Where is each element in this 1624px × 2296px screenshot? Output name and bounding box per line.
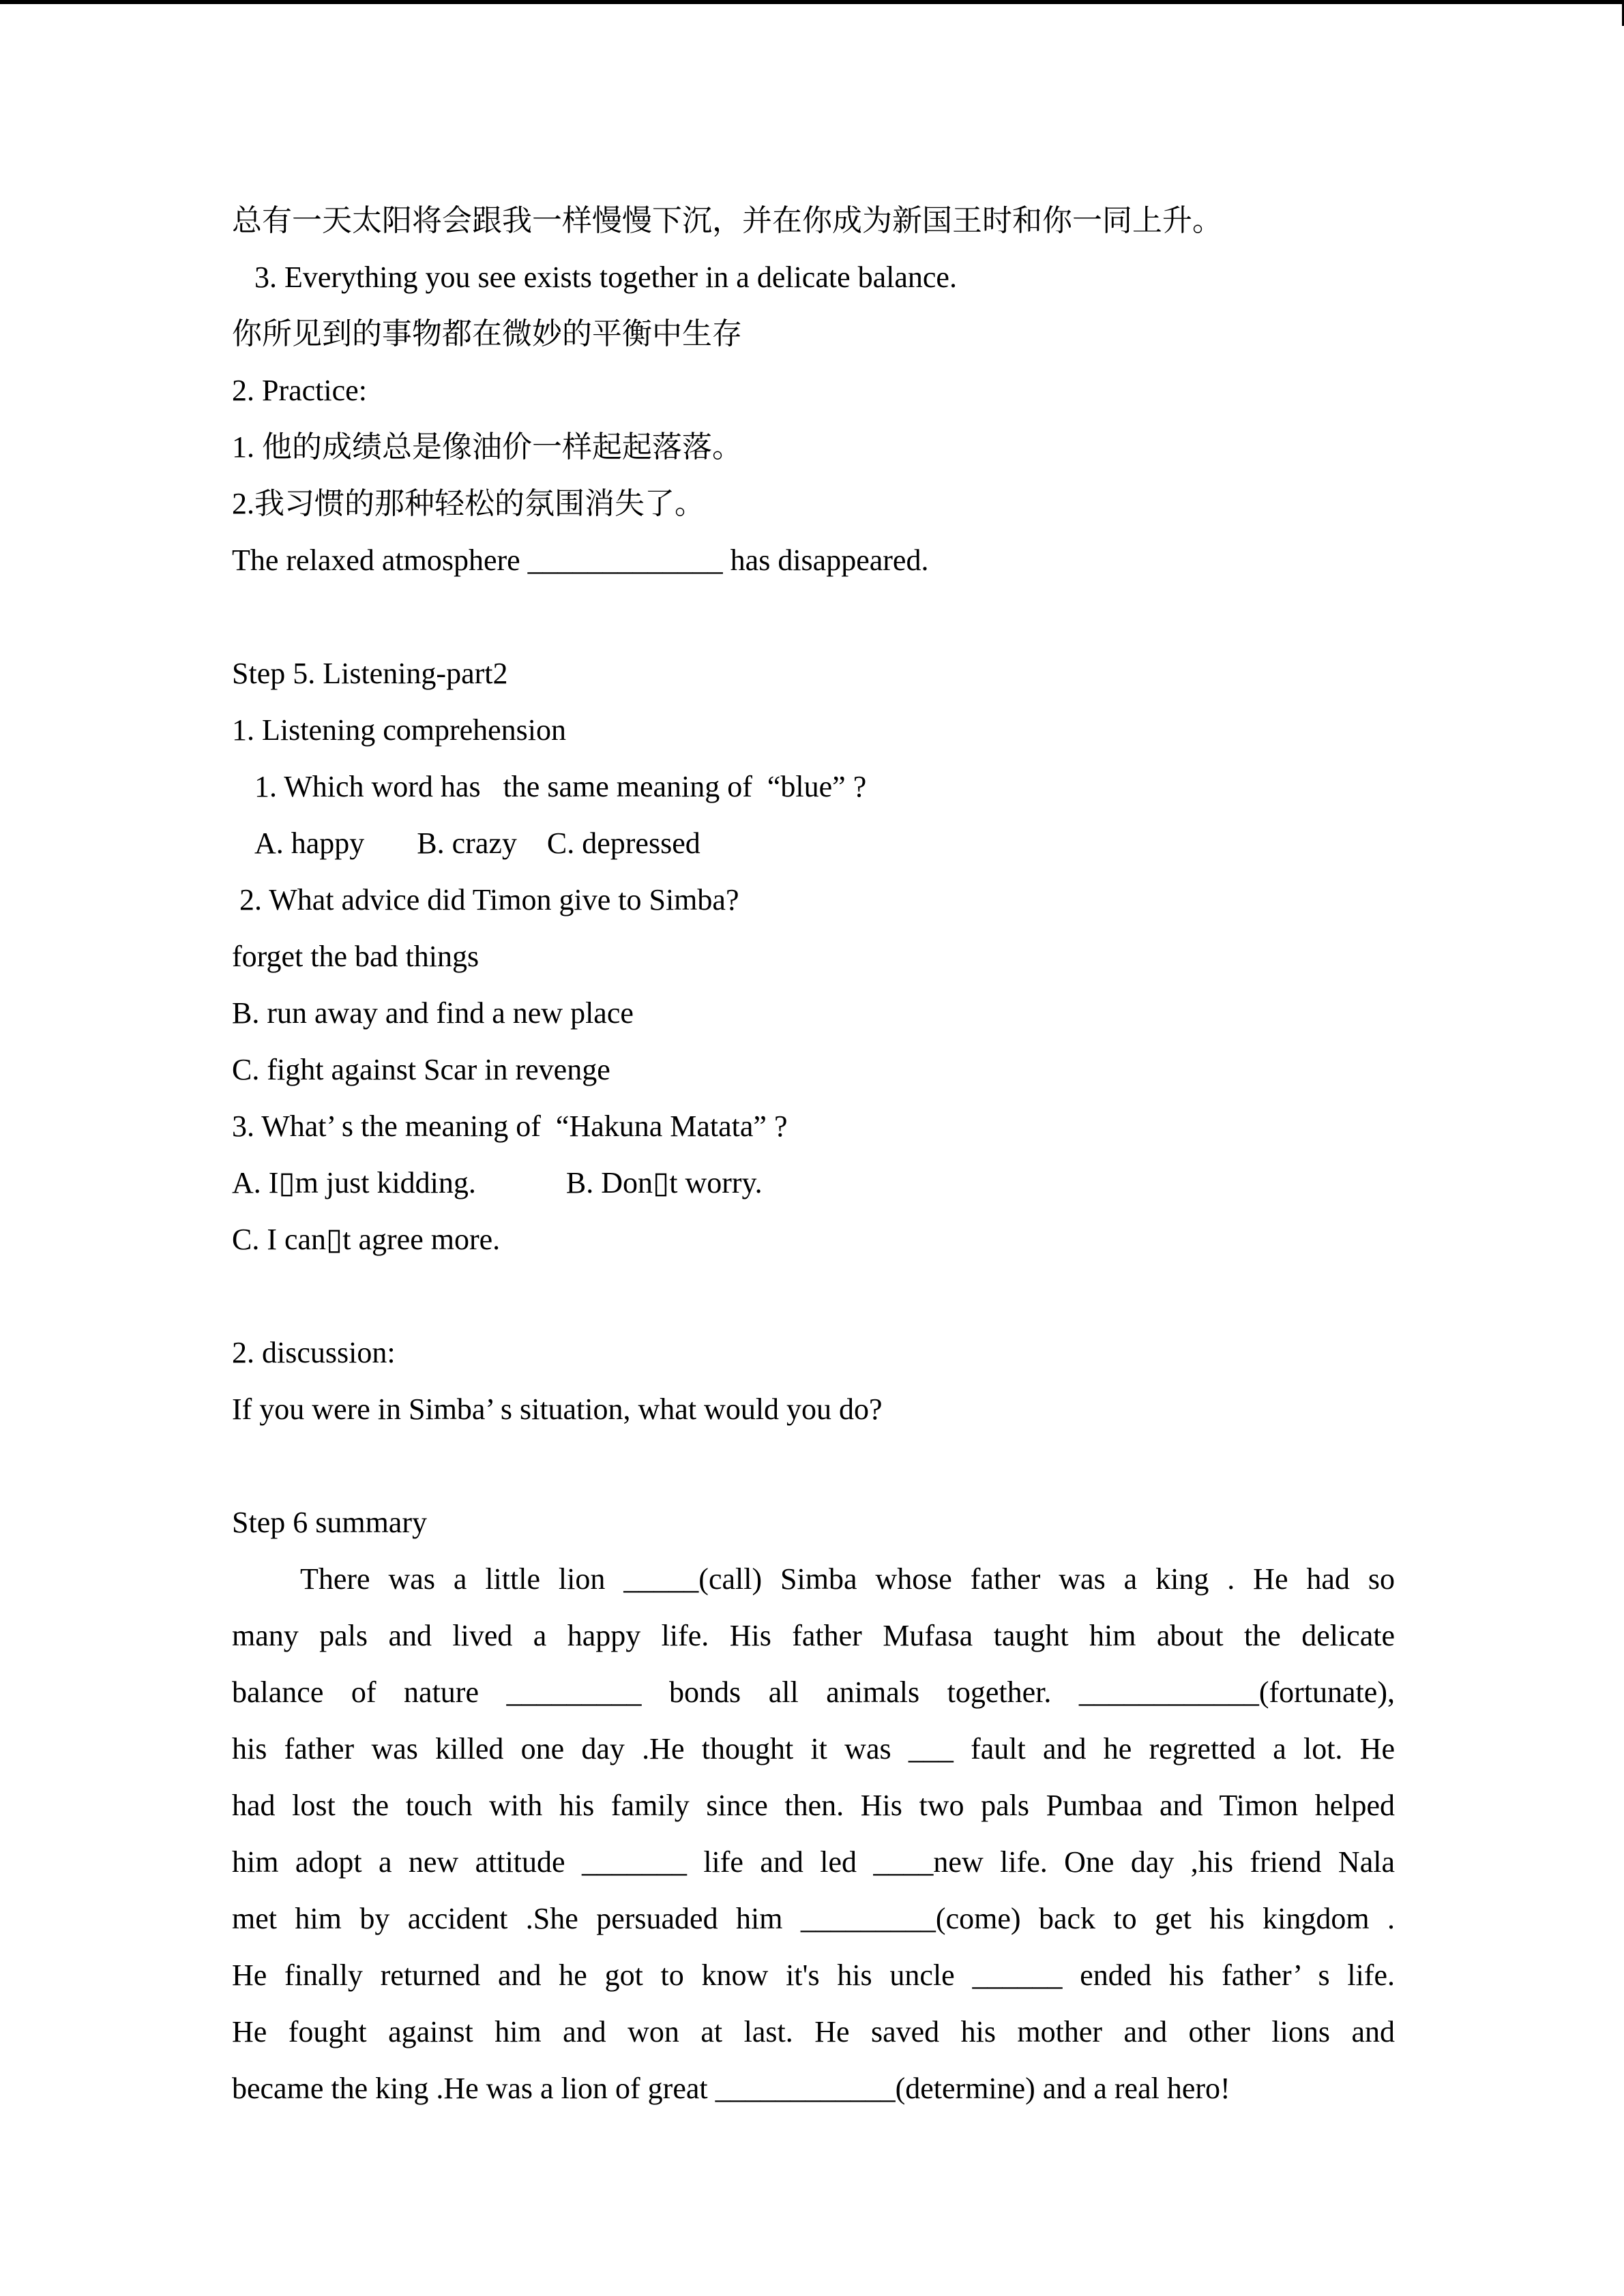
practice-item-1-cn: 1. 他的成绩总是像油价一样起起落落。: [232, 430, 742, 464]
summary-line: There was a little lion _____(call) Simba whose father was a king . He had so: [300, 1562, 1395, 1596]
practice-heading: 2. Practice:: [232, 374, 367, 407]
step5-subheading: 1. Listening comprehension: [232, 713, 567, 747]
cn-sunset-translation: 总有一天太阳将会跟我一样慢慢下沉，并在你成为新国王时和你一同上升。: [232, 204, 1222, 237]
summary-line: had lost the touch with his family since then. His two pals Pumbaa and Timon helped: [232, 1789, 1395, 1822]
practice-item-2-cn: 2.我习惯的那种轻松的氛围消失了。: [232, 487, 705, 520]
practice-item-2-en: The relaxed atmosphere _____________ has disappeared.: [232, 543, 929, 577]
summary-line: became the king .He was a lion of great ____________(determine) and a real hero!: [232, 2072, 1230, 2105]
step5-question-2-option-a: forget the bad things: [232, 940, 479, 973]
summary-line: many pals and lived a happy life. His father Mufasa taught him about the delicate: [232, 1619, 1395, 1652]
summary-line: He finally returned and he got to know it's his uncle ______ ended his father’ s life.: [232, 1958, 1395, 1992]
step5-heading: Step 5. Listening-part2: [232, 657, 508, 690]
summary-line: him adopt a new attitude _______ life and led ____new life. One day ,his friend Nala: [232, 1845, 1395, 1879]
discussion-heading: 2. discussion:: [232, 1336, 396, 1369]
step5-question-3: 3. What’ s the meaning of “Hakuna Matata” ?: [232, 1109, 788, 1143]
summary-line: his father was killed one day .He thought it was ___ fault and he regretted a lot. He: [232, 1732, 1395, 1765]
summary-line: met him by accident .She persuaded him _________(come) back to get his kingdom .: [232, 1902, 1395, 1935]
step5-question-2-option-c: C. fight against Scar in revenge: [232, 1053, 610, 1086]
summary-line: He fought against him and won at last. He saved his mother and other lions and: [232, 2015, 1395, 2048]
quote-3-english: 3. Everything you see exists together in a delicate balance.: [232, 260, 957, 294]
step5-question-2: 2. What advice did Timon give to Simba?: [232, 883, 739, 916]
step5-question-3-options-ab: A. I▯m just kidding. B. Don▯t worry.: [232, 1166, 763, 1199]
blank-line: [232, 1268, 1395, 1324]
step5-question-3-option-c: C. I can▯t agree more.: [232, 1223, 501, 1256]
blank-line: [232, 1437, 1395, 1494]
step6-heading: Step 6 summary: [232, 1506, 427, 1539]
step5-question-1-options: A. happy B. crazy C. depressed: [232, 826, 700, 860]
step5-question-1: 1. Which word has the same meaning of “blue” ?: [232, 770, 867, 803]
step5-question-2-option-b: B. run away and find a new place: [232, 996, 634, 1030]
blank-line: [232, 588, 1395, 645]
discussion-question: If you were in Simba’ s situation, what would you do?: [232, 1392, 883, 1426]
quote-3-translation: 你所见到的事物都在微妙的平衡中生存: [232, 317, 742, 351]
summary-line: balance of nature _________ bonds all animals together. ____________(fortunate),: [232, 1675, 1395, 1709]
